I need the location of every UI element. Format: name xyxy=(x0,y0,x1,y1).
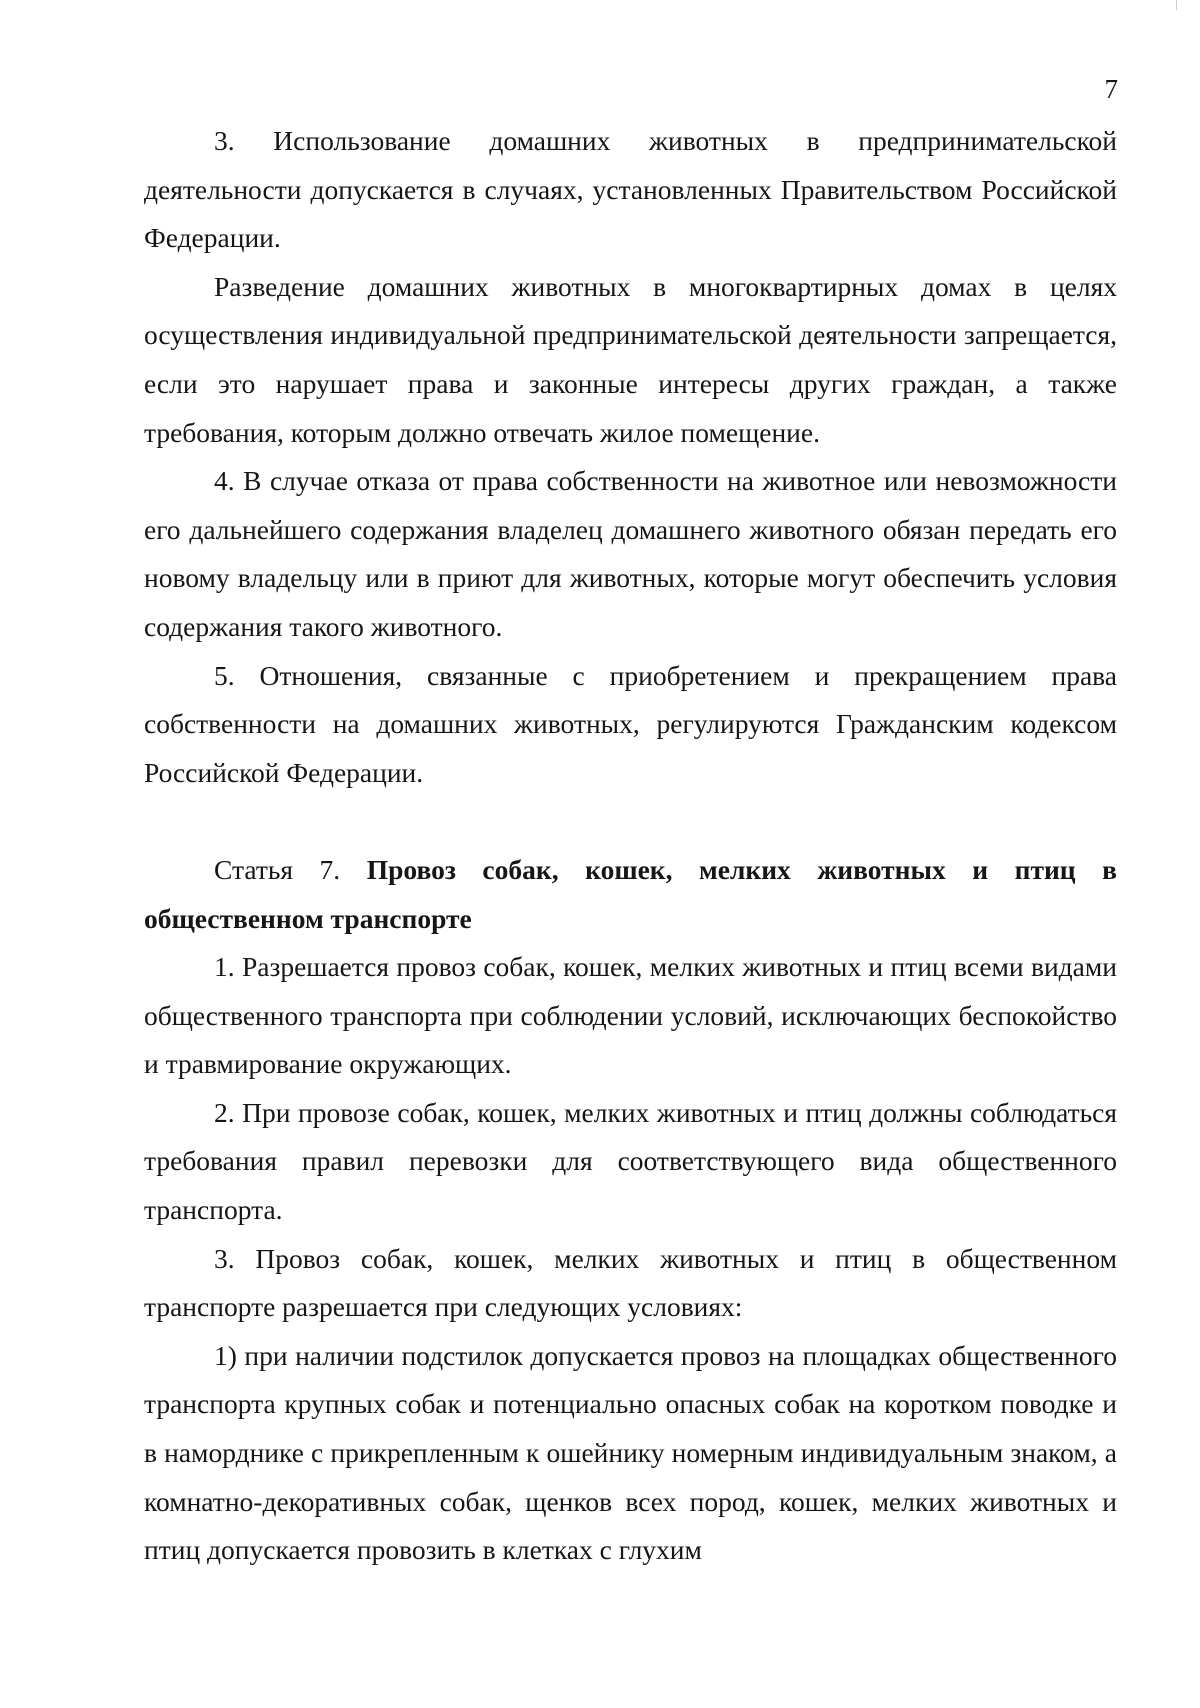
page-number: 7 xyxy=(1104,74,1118,104)
paragraph-item-1-transport-allowed: 1. Разрешается провоз собак, кошек, мелких животных и птиц всеми видами общественного транспорта при соблюдении условий, исключающих беспокойство и травмирование окружающих. xyxy=(144,951,1117,1080)
section-spacer xyxy=(144,797,1117,846)
article-label: Статья 7. xyxy=(214,853,341,885)
document-body xyxy=(144,117,1117,1575)
paragraph-item-3-business-use: 3. Использование домашних животных в предпринимательской деятельности допускается в случаях, установленных Правительством Российской Федерации. xyxy=(144,125,1117,254)
paragraph-item-5-civil-code: 5. Отношения, связанные с приобретением и прекращением права собственности на домашних животных, регулируются Гражданским кодексом Российской Федерации. xyxy=(144,659,1117,788)
paragraph-item-4-ownership-refusal: 4. В случае отказа от права собственности на животное или невозможности его дальнейшего содержания владелец домашнего животного обязан передать его новому владельцу или в приют для животных, которые могут обеспечить условия содержания такого животного. xyxy=(144,465,1117,642)
paragraph-item-2-transport-rules: 2. При провозе собак, кошек, мелких животных и птиц должны соблюдаться требования правил перевозки для соответствующего вида общественного транспорта. xyxy=(144,1096,1117,1226)
paragraph-subitem-1-bedding-conditions: 1) при наличии подстилок допускается провоз на площадках общественного транспорта крупных собак и потенциально опасных собак на коротком поводке и в наморднике с прикрепленным к ошейнику номерным индивидуальным знаком, а комнатно-декоративных собак, щенков всех пород, кошек, мелких животных и птиц допускается провозить в клетках с глухим xyxy=(144,1339,1117,1566)
paragraph-breeding-restriction: Разведение домашних животных в многоквартирных домах в целях осуществления индивидуальной предпринимательской деятельности запрещается, если это нарушает права и законные интересы других граждан, а также требования, которым должно отвечать жилое помещение. xyxy=(144,270,1117,448)
article-heading xyxy=(144,846,1117,943)
scan-edge-mark xyxy=(1176,0,1177,10)
paragraph-item-3-transport-conditions: 3. Провоз собак, кошек, мелких животных и птиц в общественном транспорте разрешается при следующих условиях: xyxy=(144,1242,1117,1323)
article-title: Провоз собак, кошек, мелких животных и птиц в общественном транспорте xyxy=(144,853,1118,934)
